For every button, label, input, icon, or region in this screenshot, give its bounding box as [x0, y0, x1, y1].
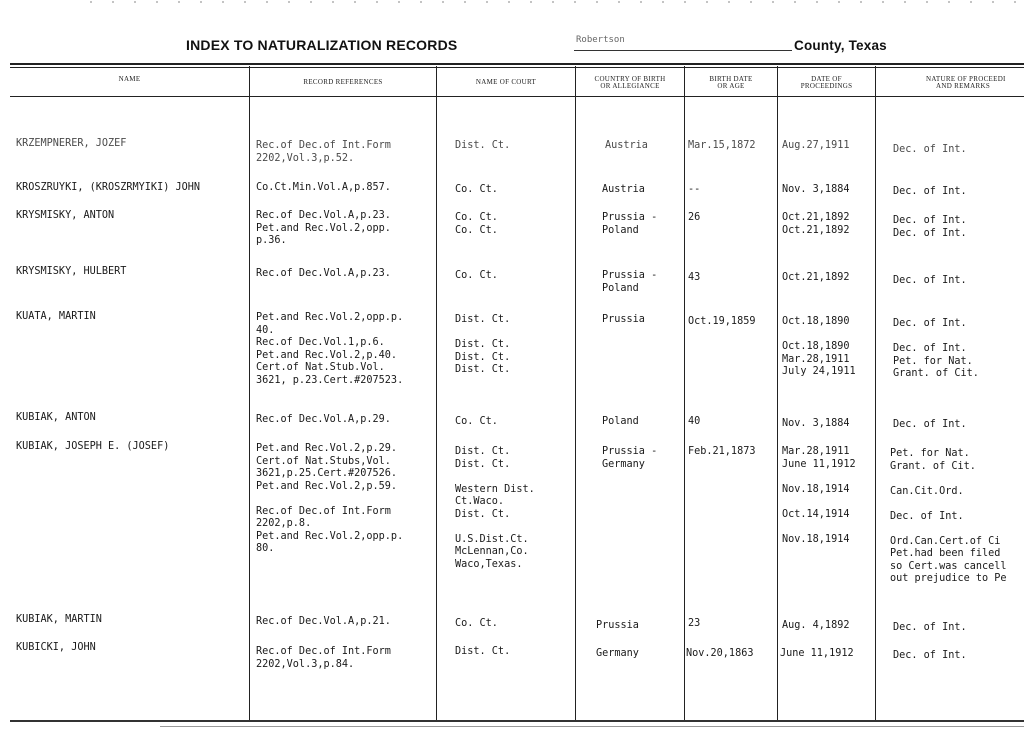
record-country: Prussia — [596, 620, 639, 631]
record-refs: Rec.of Dec.of Int.Form 2202,Vol.3,p.84. — [256, 646, 391, 670]
record-dates: Nov. 3,1884 — [782, 418, 850, 429]
table-bottom-rule — [10, 720, 1024, 722]
record-nature: Dec. of Int. Dec. of Int. — [893, 215, 967, 239]
record-refs: Rec.of Dec.Vol.A,p.21. — [256, 616, 391, 627]
record-name: KROSZRUYKI, (KROSZRMYIKI) JOHN — [16, 182, 201, 193]
column-divider — [575, 66, 576, 722]
record-birth: Oct.19,1859 — [688, 316, 756, 327]
record-country: Prussia - Poland — [602, 270, 658, 294]
record-court: Co. Ct. — [455, 184, 498, 195]
record-refs: Co.Ct.Min.Vol.A,p.857. — [256, 182, 391, 193]
record-name: KUBIAK, MARTIN — [16, 614, 102, 625]
record-dates: Oct.18,1890 Oct.18,1890 Mar.28,1911 July 24,1911 — [782, 316, 856, 377]
record-name: KRYSMISKY, HULBERT — [16, 266, 127, 277]
record-country: Germany — [596, 648, 639, 659]
column-divider — [875, 66, 876, 722]
column-header-dates: DATE OF PROCEEDINGS — [800, 75, 853, 90]
record-name: KRYSMISKY, ANTON — [16, 210, 115, 221]
column-divider — [777, 66, 778, 722]
record-country: Prussia - Germany — [602, 446, 658, 470]
record-refs: Rec.of Dec.Vol.A,p.23. — [256, 268, 391, 279]
record-court: Co. Ct. — [455, 270, 498, 281]
record-nature: Dec. of Int. — [893, 419, 967, 430]
column-header-birth: BIRTH DATE OR AGE — [709, 75, 753, 90]
record-birth: Mar.15,1872 — [688, 140, 756, 151]
column-header-court: NAME OF COURT — [475, 78, 537, 86]
record-dates: Mar.28,1911 June 11,1912 Nov.18,1914 Oct.14,1914 Nov.18,1914 — [782, 446, 856, 545]
form-header — [0, 0, 1024, 70]
record-refs: Rec.of Dec.Vol.A,p.29. — [256, 414, 391, 425]
record-nature: Dec. of Int. Dec. of Int. Pet. for Nat. Grant. of Cit. — [893, 318, 979, 379]
record-nature: Dec. of Int. — [893, 622, 967, 633]
record-refs: Rec.of Dec.Vol.A,p.23. Pet.and Rec.Vol.2,opp. p.36. — [256, 210, 391, 246]
record-birth: 23 — [688, 618, 701, 629]
county-suffix: County, Texas — [794, 38, 887, 53]
column-header-name: NAME — [118, 75, 141, 83]
record-birth: Feb.21,1873 — [688, 446, 756, 457]
scan-specks — [80, 0, 1020, 4]
column-header-nature: NATURE OF PROCEEDI AND REMARKS — [926, 76, 1006, 90]
record-dates: Aug.27,1911 — [782, 140, 850, 151]
record-name: KUATA, MARTIN — [16, 311, 96, 322]
record-name: KRZEMPNERER, JOZEF — [16, 138, 127, 149]
record-nature: Dec. of Int. — [893, 144, 967, 155]
record-court: Dist. Ct. — [455, 140, 511, 151]
record-birth: 43 — [688, 272, 701, 283]
record-refs: Pet.and Rec.Vol.2,opp.p. 40. Rec.of Dec.Vol.1,p.6. Pet.and Rec.Vol.2,p.40. Cert.of Nat.Stub.Vol. 3621, p.23.Cert.#207523. — [256, 312, 404, 386]
record-country: Austria — [605, 140, 648, 151]
record-court: Co. Ct. — [455, 618, 498, 629]
column-header-record-references: RECORD REFERENCES — [303, 78, 383, 86]
column-divider — [436, 66, 437, 722]
column-divider — [684, 66, 685, 722]
record-name: KUBIAK, ANTON — [16, 412, 96, 423]
column-header-country: COUNTRY OF BIRTH OR ALLEGIANCE — [594, 75, 666, 90]
record-refs: Pet.and Rec.Vol.2,p.29. Cert.of Nat.Stubs,Vol. 3621,p.25.Cert.#207526. Pet.and Rec.Vol.2,p.59. Rec.of Dec.of Int.Form 2202,p.8. Pet.and Rec.Vol.2,opp.p. 80. — [256, 443, 404, 554]
record-court: Dist. Ct. — [455, 646, 511, 657]
record-dates: Oct.21,1892 Oct.21,1892 — [782, 212, 850, 236]
record-country: Poland — [602, 416, 639, 427]
record-birth: 40 — [688, 416, 701, 427]
record-court: Dist. Ct. Dist. Ct. Dist. Ct. Dist. Ct. — [455, 314, 511, 375]
record-country: Austria — [602, 184, 645, 195]
record-birth: Nov.20,1863 — [686, 648, 754, 659]
record-court: Co. Ct. — [455, 416, 498, 427]
record-refs: Rec.of Dec.of Int.Form 2202,Vol.3,p.52. — [256, 140, 391, 164]
table-top-rule — [10, 63, 1024, 65]
column-divider — [249, 66, 250, 722]
record-birth: -- — [688, 184, 701, 195]
county-field — [574, 34, 792, 51]
record-nature: Pet. for Nat. Grant. of Cit. Can.Cit.Ord. Dec. of Int. Ord.Can.Cert.of Ci Pet.had been filed so Cert.was cancell out prejudice to Pe — [890, 448, 1007, 584]
record-name: KUBICKI, JOHN — [16, 642, 96, 653]
record-court: Co. Ct. Co. Ct. — [455, 212, 498, 236]
table-bottom-rule-thin — [160, 726, 1024, 727]
record-court: Dist. Ct. Dist. Ct. Western Dist. Ct.Waco. Dist. Ct. U.S.Dist.Ct. McLennan,Co. Waco,Texas. — [455, 446, 535, 570]
record-country: Prussia — [602, 314, 645, 325]
table-top-rule-thin — [10, 67, 1024, 68]
record-birth: 26 — [688, 212, 701, 223]
record-dates: Aug. 4,1892 — [782, 620, 850, 631]
county-value: Robertson — [576, 35, 625, 45]
record-nature: Dec. of Int. — [893, 275, 967, 286]
record-dates: Oct.21,1892 — [782, 272, 850, 283]
record-dates: Nov. 3,1884 — [782, 184, 850, 195]
record-dates: June 11,1912 — [780, 648, 854, 659]
record-nature: Dec. of Int. — [893, 650, 967, 661]
form-title: INDEX TO NATURALIZATION RECORDS — [186, 37, 458, 53]
record-name: KUBIAK, JOSEPH E. (JOSEF) — [16, 441, 170, 452]
record-country: Prussia - Poland — [602, 212, 658, 236]
record-nature: Dec. of Int. — [893, 186, 967, 197]
